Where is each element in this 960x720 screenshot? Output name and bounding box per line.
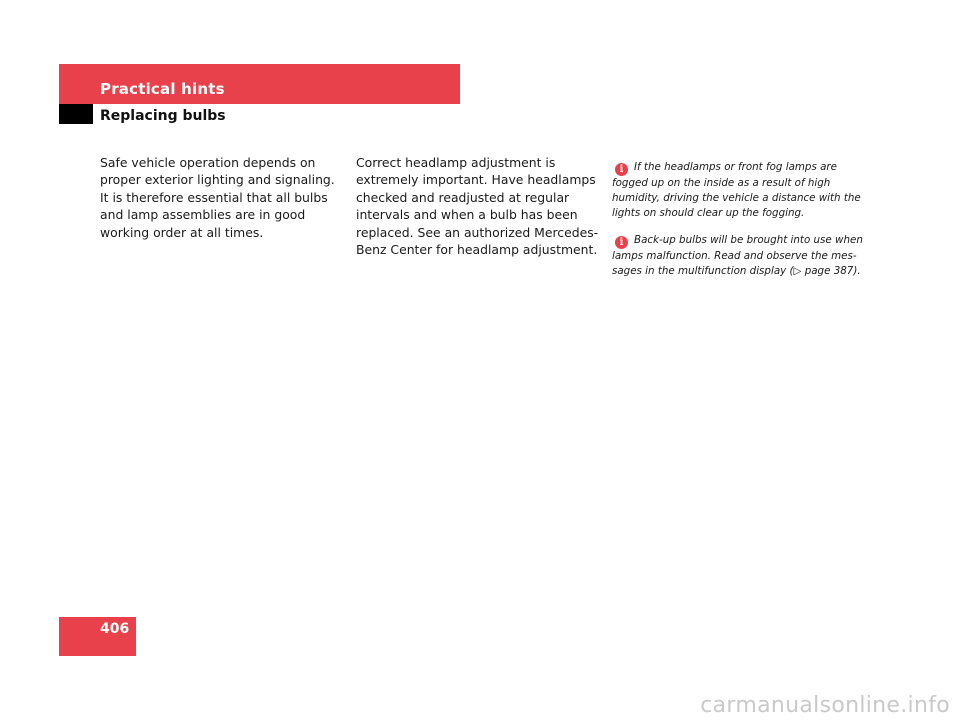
body-column-1 — [100, 154, 346, 241]
section-title: Replacing bulbs — [100, 108, 226, 124]
note-fogging — [612, 160, 872, 222]
section-marker — [59, 104, 93, 124]
info-icon: i — [615, 163, 628, 176]
note-backup-bulbs — [612, 233, 872, 279]
paragraph-lighting: Safe vehicle operation depends on proper exterior lighting and signaling. It is therefore essential that all bulbs and lamp assemblies are in good working order at all times. — [100, 155, 335, 240]
page-number: 406 — [100, 621, 130, 637]
note-text: If the headlamps or front fog lamps are fogged up on the inside as a result of high humidity, driving the vehicle a distance with the lights on should clear up the fogging. — [612, 161, 861, 220]
body-column-2 — [356, 154, 602, 258]
note-text: Back-up bulbs will be brought into use when lamps malfunction. Read and observe the messages in the multifunction display (▷ page 387). — [612, 233, 863, 277]
chapter-title: Practical hints — [100, 80, 225, 98]
info-icon: i — [615, 236, 628, 249]
paragraph-headlamp-adjustment: Correct headlamp adjustment is extremely important. Have headlamps checked and readjusted at regular intervals and when a bulb has been replaced. See an authorized Mercedes-Benz Center for headlamp adjustment. — [356, 155, 599, 258]
watermark: carmanualsonline.info — [700, 693, 950, 718]
notes-column — [612, 160, 872, 290]
